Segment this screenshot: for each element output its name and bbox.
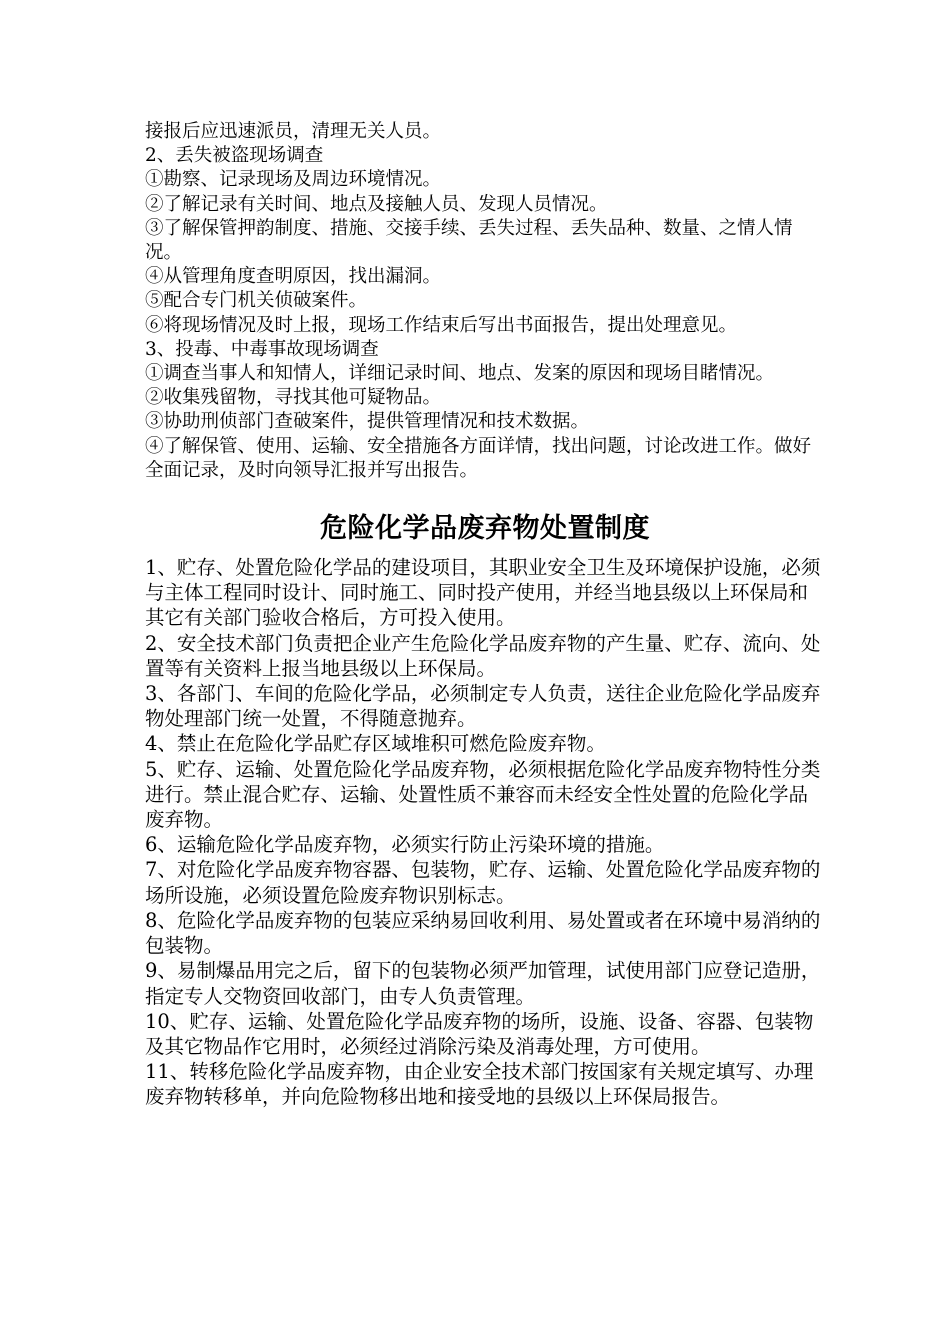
list-item: 6、运输危险化学品废弃物，必须实行防止污染环境的措施。 xyxy=(145,833,665,857)
list-item: ①调查当事人和知情人，详细记录时间、地点、发案的原因和现场目睹情况。 xyxy=(145,363,775,385)
list-item: 11、转移危险化学品废弃物，由企业安全技术部门按国家有关规定填写、办理废弃物转移单，并向危险物移出地和接受地的县级以上环保局报告。 xyxy=(145,1060,814,1109)
list-item: 2、安全技术部门负责把企业产生危险化学品废弃物的产生量、贮存、流向、处置等有关资料上报当地县级以上环保局。 xyxy=(145,631,821,680)
list-item: 3、各部门、车间的危险化学品，必须制定专人负责，送往企业危险化学品废弃物处理部门统一处置，不得随意抛弃。 xyxy=(145,682,821,731)
document-page xyxy=(145,120,825,1110)
list-item: ③协助刑侦部门查破案件，提供管理情况和技术数据。 xyxy=(145,411,590,433)
list-item: ①勘察、记录现场及周边环境情况。 xyxy=(145,169,442,191)
list-item: 1、贮存、处置危险化学品的建设项目，其职业安全卫生及环境保护设施，必须与主体工程同时设计、同时施工、同时投产使用，并经当地县级以上环保局和其它有关部门验收合格后，方可投入使用。 xyxy=(145,556,821,630)
list-item: ④了解保管、使用、运输、安全措施各方面详情，找出问题，讨论改进工作。做好全面记录，及时向领导汇报并写出报告。 xyxy=(145,435,812,481)
list-item: ②了解记录有关时间、地点及接触人员、发现人员情况。 xyxy=(145,193,608,215)
paragraph-dispatch: 接报后应迅速派员，清理无关人员。 xyxy=(145,121,442,142)
section-spacer xyxy=(145,483,825,511)
section-site-investigation xyxy=(145,120,825,483)
list-item: 8、危险化学品废弃物的包装应采纳易回收利用、易处置或者在环境中易消纳的包装物。 xyxy=(145,908,821,958)
list-item: ④从管理角度查明原因，找出漏洞。 xyxy=(145,266,442,288)
list-item: 4、禁止在危险化学品贮存区域堆积可燃危险废弃物。 xyxy=(145,732,606,756)
list-item: ⑤配合专门机关侦破案件。 xyxy=(145,290,368,312)
list-item: ②收集残留物，寻找其他可疑物品。 xyxy=(145,387,442,409)
heading-poisoning-investigation: 3、投毒、中毒事故现场调查 xyxy=(145,338,379,360)
list-item: ⑥将现场情况及时上报，现场工作结束后写出书面报告，提出处理意见。 xyxy=(145,314,738,336)
section-waste-disposal xyxy=(145,511,825,1109)
list-item: 10、贮存、运输、处置危险化学品废弃物的场所，设施、设备、容器、包装物及其它物品作它用时，必须经过消除污染及消毒处理，方可使用。 xyxy=(145,1009,814,1058)
heading-theft-investigation: 2、丢失被盗现场调查 xyxy=(145,145,324,167)
list-item: 7、对危险化学品废弃物容器、包装物，贮存、运输、处置危险化学品废弃物的场所设施，必须设置危险废弃物识别标志。 xyxy=(145,858,821,907)
list-item: ③了解保管押韵制度、措施、交接手续、丢失过程、丢失品种、数量、之情人情况。 xyxy=(145,217,793,264)
section-title: 危险化学品废弃物处置制度 xyxy=(320,513,650,545)
list-item: 9、易制爆品用完之后，留下的包装物必须严加管理，试使用部门应登记造册，指定专人交物资回收部门，由专人负责管理。 xyxy=(145,959,821,1008)
list-item: 5、贮存、运输、处置危险化学品废弃物，必须根据危险化学品废弃物特性分类进行。禁止混合贮存、运输、处置性质不兼容而未经安全性处置的危险化学品废弃物。 xyxy=(145,757,821,832)
